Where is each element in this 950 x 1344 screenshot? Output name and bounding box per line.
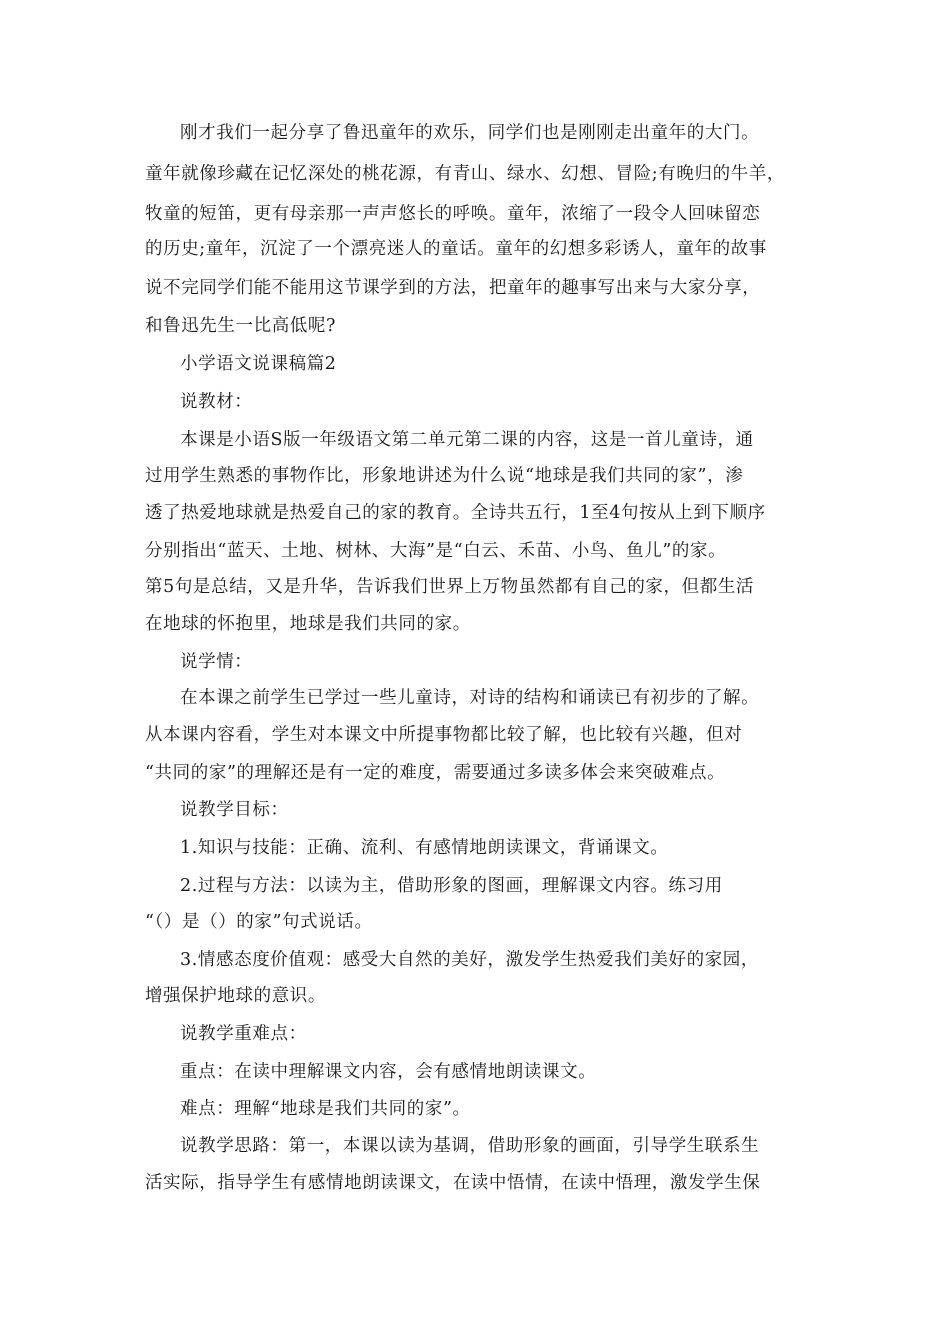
text-line-11: 透了热爱地球就是热爱自己的家的教育。全诗共五行，1至4句按从上到下顺序: [145, 503, 766, 523]
text-line-18: “共同的家”的理解还是有一定的难度，需要通过多读多体会来突破难点。: [145, 763, 726, 783]
text-line-6: 和鲁迅先生一比高低呢?: [145, 316, 336, 336]
goal-2-continued: “（）是（）的家”句式说话。: [145, 912, 373, 932]
text-line-28: 说教学思路：第一，本课以读为基调，借助形象的画面，引导学生联系生: [180, 1136, 760, 1156]
text-line-10: 过用学生熟悉的事物作比，形象地讲述为什么说“地球是我们共同的家”，渗: [145, 466, 744, 486]
text-line-17: 从本课内容看，学生对本课文中所提事物都比较了解，也比较有兴趣，但对: [145, 725, 743, 745]
text-line-5: 说不完同学们能不能用这节课学到的方法，把童年的趣事写出来与大家分享，: [145, 278, 761, 298]
text-line-1: 刚才我们一起分享了鲁迅童年的欢乐，同学们也是刚刚走出童年的大门。: [180, 123, 760, 143]
subheading-student: 说学情：: [180, 652, 253, 672]
text-line-2: 童年就像珍藏在记忆深处的桃花源，有青山、绿水、幻想、冒险;有晚归的牛羊，: [145, 164, 785, 184]
text-line-12: 分别指出“蓝天、土地、树林、大海”是“白云、禾苗、小鸟、鱼儿”的家。: [145, 541, 727, 561]
text-line-13: 第5句是总结，又是升华，告诉我们世界上万物虽然都有自己的家，但都生活: [145, 577, 755, 597]
section-heading: 小学语文说课稿篇2: [180, 354, 337, 374]
subheading-textbook: 说教材：: [180, 392, 253, 412]
goal-3: 3.情感态度价值观：感受大自然的美好，激发学生热爱我们美好的家园，: [180, 950, 759, 970]
text-line-9: 本课是小语S版一年级语文第二单元第二课的内容，这是一首儿童诗，通: [180, 430, 754, 450]
text-line-16: 在本课之前学生已学过一些儿童诗，对诗的结构和诵读已有初步的了解。: [180, 688, 760, 708]
goal-1: 1.知识与技能：正确、流利、有感情地朗读课文，背诵课文。: [180, 838, 669, 858]
text-line-29: 活实际，指导学生有感情地朗读课文，在读中悟情，在读中悟理，激发学生保: [145, 1173, 761, 1193]
subheading-goals: 说教学目标：: [180, 800, 289, 820]
difficult-point: 难点：理解“地球是我们共同的家”。: [180, 1099, 471, 1119]
subheading-key-points: 说教学重难点：: [180, 1024, 307, 1044]
goal-2: 2.过程与方法：以读为主，借助形象的图画，理解课文内容。练习用: [180, 876, 723, 896]
key-point: 重点：在读中理解课文内容，会有感情地朗读课文。: [180, 1062, 597, 1082]
goal-3-continued: 增强保护地球的意识。: [145, 986, 326, 1006]
text-line-14: 在地球的怀抱里，地球是我们共同的家。: [145, 614, 471, 634]
text-line-4: 的历史;童年，沉淀了一个漂亮迷人的童话。童年的幻想多彩诱人，童年的故事: [145, 239, 767, 259]
text-line-3: 牧童的短笛，更有母亲那一声声悠长的呼唤。童年，浓缩了一段令人回味留恋: [145, 204, 761, 224]
